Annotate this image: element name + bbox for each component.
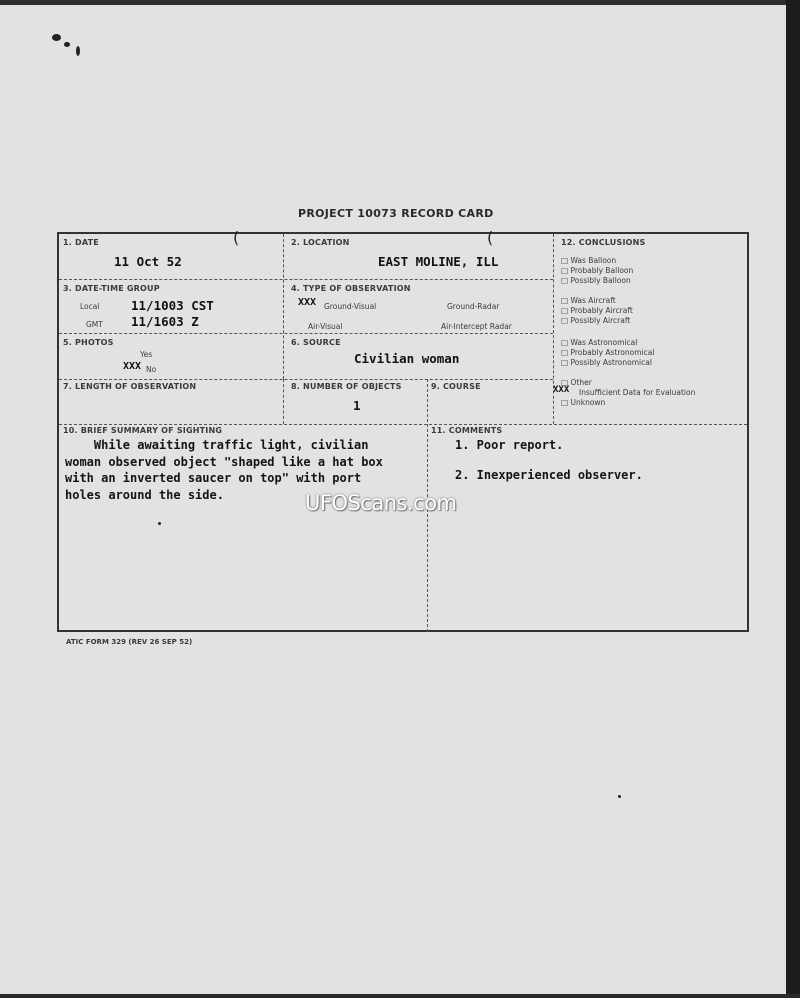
local-time-value: 11/1003 CST: [131, 298, 214, 313]
conclusion-item: □ Was Aircraft: [561, 296, 616, 305]
dust-speck: [76, 46, 80, 56]
dust-speck: [64, 42, 70, 47]
gmt-label: GMT: [86, 320, 103, 329]
watermark: UFOScans.com: [305, 491, 457, 515]
scan-border-top: [0, 0, 800, 5]
length-of-observation-label: 7. LENGTH OF OBSERVATION: [63, 382, 197, 391]
conclusion-item: □ Possibly Balloon: [561, 276, 631, 285]
photos-yes-option: Yes: [140, 350, 153, 359]
date-time-group-label: 3. DATE-TIME GROUP: [63, 284, 160, 293]
source-value: Civilian woman: [354, 351, 460, 366]
gmt-time-value: 11/1603 Z: [131, 314, 199, 329]
air-intercept-radar-option: Air-Intercept Radar: [441, 322, 512, 331]
dust-speck: [618, 795, 621, 798]
conclusion-item: □ Probably Aircraft: [561, 306, 633, 315]
divider: [59, 379, 553, 380]
date-label: 1. DATE: [63, 238, 99, 247]
number-of-objects-value: 1: [353, 398, 361, 413]
air-visual-option: Air-Visual: [308, 322, 343, 331]
source-label: 6. SOURCE: [291, 338, 341, 347]
conclusion-item: □ Possibly Astronomical: [561, 358, 652, 367]
conclusion-item: □ Unknown: [561, 398, 606, 407]
comments-label: 11. COMMENTS: [431, 426, 503, 435]
divider: [553, 234, 554, 424]
divider: [59, 333, 553, 334]
form-id: ATIC FORM 329 (REV 26 SEP 52): [66, 638, 193, 646]
ground-visual-mark: XXX: [298, 297, 317, 308]
comment-item: 1. Poor report.: [455, 438, 564, 452]
local-label: Local: [80, 302, 100, 311]
comment-item: 2. Inexperienced observer.: [455, 468, 643, 482]
brief-summary-text: While awaiting traffic light, civilian woman observed object "shaped like a hat box with an inverted saucer on top" with port holes around the side.: [65, 438, 383, 502]
type-of-observation-label: 4. TYPE OF OBSERVATION: [291, 284, 411, 293]
divider: [283, 234, 284, 379]
divider: [283, 379, 284, 424]
conclusion-item: □ Was Astronomical: [561, 338, 638, 347]
course-label: 9. COURSE: [431, 382, 481, 391]
paren-mark: (: [487, 228, 494, 247]
date-value: 11 Oct 52: [114, 254, 182, 269]
location-label: 2. LOCATION: [291, 238, 350, 247]
location-value: EAST MOLINE, ILL: [378, 254, 499, 269]
photos-no-option: No: [146, 365, 157, 374]
brief-summary-label: 10. BRIEF SUMMARY OF SIGHTING: [63, 426, 223, 435]
photos-label: 5. PHOTOS: [63, 338, 114, 347]
conclusion-item: □ Other: [561, 378, 592, 387]
conclusion-item: □ Probably Astronomical: [561, 348, 655, 357]
card-title: PROJECT 10073 RECORD CARD: [298, 207, 494, 220]
conclusion-item: □ Possibly Aircraft: [561, 316, 631, 325]
ground-radar-option: Ground-Radar: [447, 302, 500, 311]
conclusion-item: □ Probably Balloon: [561, 266, 634, 275]
number-of-objects-label: 8. NUMBER OF OBJECTS: [291, 382, 402, 391]
paren-mark: (: [233, 228, 240, 247]
dust-speck: [52, 34, 61, 41]
ground-visual-option: Ground-Visual: [324, 302, 377, 311]
divider: [59, 424, 747, 425]
conclusions-label: 12. CONCLUSIONS: [561, 238, 646, 247]
photos-no-mark: XXX: [123, 361, 142, 372]
scan-border-right: [786, 0, 800, 998]
scan-border-bottom: [0, 994, 800, 998]
divider: [59, 279, 553, 280]
conclusion-item-selected: Insufficient Data for Evaluation: [579, 388, 696, 397]
conclusion-item: □ Was Balloon: [561, 256, 617, 265]
conclusion-selected-mark: XXX: [553, 385, 570, 395]
